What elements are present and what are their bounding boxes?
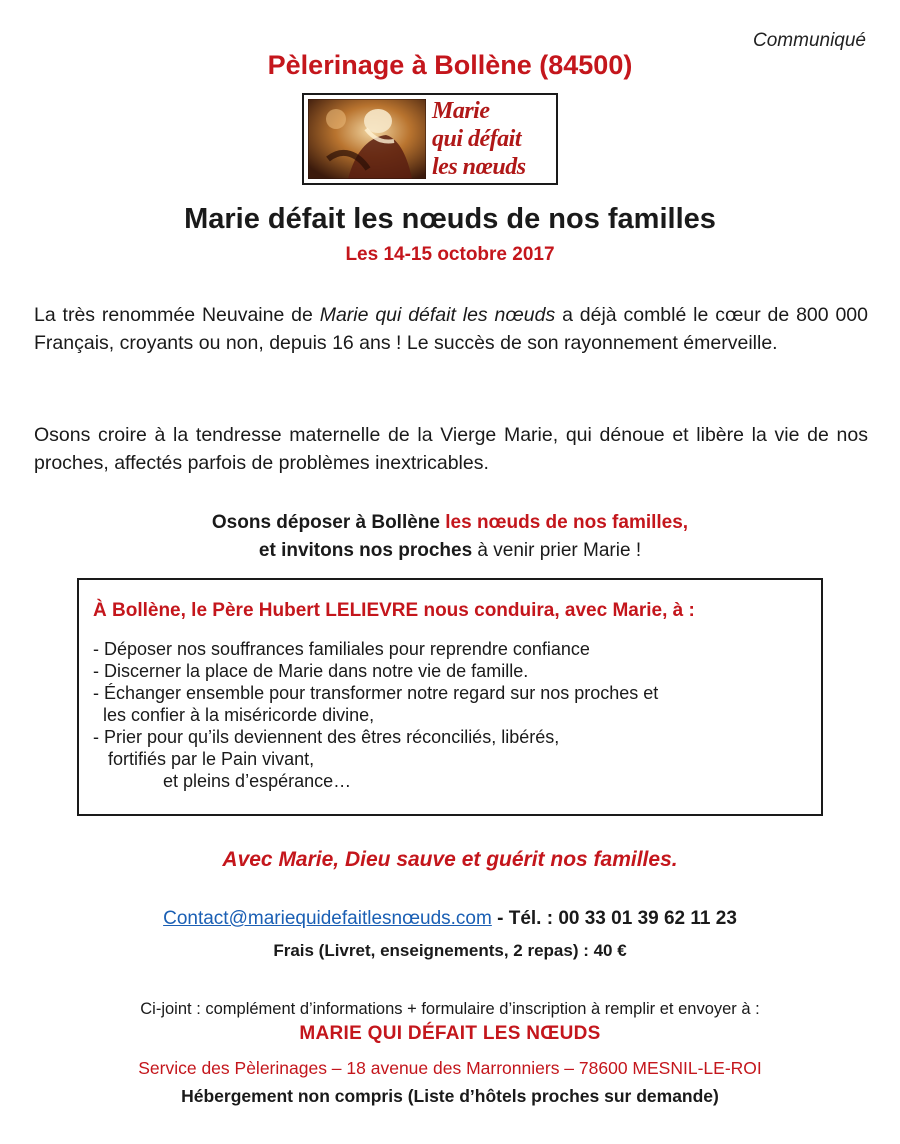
invitation-normal-text: à venir prier Marie ! bbox=[472, 540, 642, 561]
program-box bbox=[77, 578, 823, 816]
virgin-mary-painting-icon bbox=[308, 99, 426, 179]
logo-line-1: Marie bbox=[432, 98, 490, 124]
invitation-line-2 bbox=[0, 537, 900, 565]
phone-number: - Tél. : 00 33 01 39 62 11 23 bbox=[491, 908, 737, 929]
intro-text-end: a déjà comblé le cœur de 800 000 Français, croyants ou non, depuis 16 ans ! Le succès de son rayonnement émerveille. bbox=[34, 304, 868, 354]
list-item: fortifiés par le Pain vivant, bbox=[93, 749, 315, 769]
invitation bbox=[0, 509, 900, 565]
program-title: À Bollène, le Père Hubert LELIEVRE nous conduira, avec Marie, à : bbox=[93, 600, 695, 621]
intro-paragraph bbox=[34, 301, 868, 357]
list-item: et pleins d’espérance… bbox=[93, 771, 352, 791]
invitation-bold-2: et invitons nos proches bbox=[258, 540, 473, 561]
page-title: Pèlerinage à Bollène (84500) bbox=[267, 50, 633, 80]
list-item: - Échanger ensemble pour transformer notre regard sur nos proches et bbox=[93, 683, 659, 703]
attachment-note: Ci-joint : complément d’informations + formulaire d’inscription à remplir et envoyer à : bbox=[140, 1000, 760, 1018]
invitation-line-1 bbox=[0, 509, 900, 537]
accommodation-note: Hébergement non compris (Liste d’hôtels proches sur demande) bbox=[181, 1086, 719, 1106]
intro-text-start: La très renommée Neuvaine de bbox=[34, 304, 320, 326]
organization-name: MARIE QUI DÉFAIT LES NŒUDS bbox=[299, 1023, 601, 1044]
list-item: - Discerner la place de Marie dans notre vie de famille. bbox=[93, 661, 529, 681]
fees: Frais (Livret, enseignements, 2 repas) : 40 € bbox=[273, 941, 627, 960]
list-item: les confier à la miséricorde divine, bbox=[93, 705, 375, 725]
list-item: - Prier pour qu’ils deviennent des êtres réconciliés, libérés, bbox=[93, 727, 560, 747]
contact-email-link[interactable]: Contact@mariequidefaitlesnœuds.com bbox=[163, 908, 492, 929]
program-list bbox=[93, 638, 658, 792]
headline: Marie défait les nœuds de nos familles bbox=[184, 203, 716, 235]
list-item: - Déposer nos souffrances familiales pour reprendre confiance bbox=[93, 639, 590, 659]
slogan: Avec Marie, Dieu sauve et guérit nos familles. bbox=[222, 848, 678, 871]
event-dates: Les 14-15 octobre 2017 bbox=[345, 244, 555, 265]
novena-title: Marie qui défait les nœuds bbox=[319, 304, 556, 326]
logo bbox=[302, 93, 558, 185]
contact-line bbox=[0, 908, 900, 930]
communique-label: Communiqué bbox=[753, 30, 866, 51]
invitation-bold-1: Osons déposer à Bollène bbox=[211, 512, 446, 533]
address: Service des Pèlerinages – 18 avenue des Marronniers – 78600 MESNIL-LE-ROI bbox=[138, 1058, 762, 1078]
logo-line-3: les nœuds bbox=[432, 154, 526, 180]
second-paragraph: Osons croire à la tendresse maternelle de la Vierge Marie, qui dénoue et libère la vie de nos proches, affectés parfois de problèmes inextricables. bbox=[34, 424, 868, 474]
logo-line-2: qui défait bbox=[432, 126, 521, 152]
invitation-red-text: les nœuds de nos familles, bbox=[445, 512, 689, 533]
logo-text bbox=[432, 97, 526, 181]
